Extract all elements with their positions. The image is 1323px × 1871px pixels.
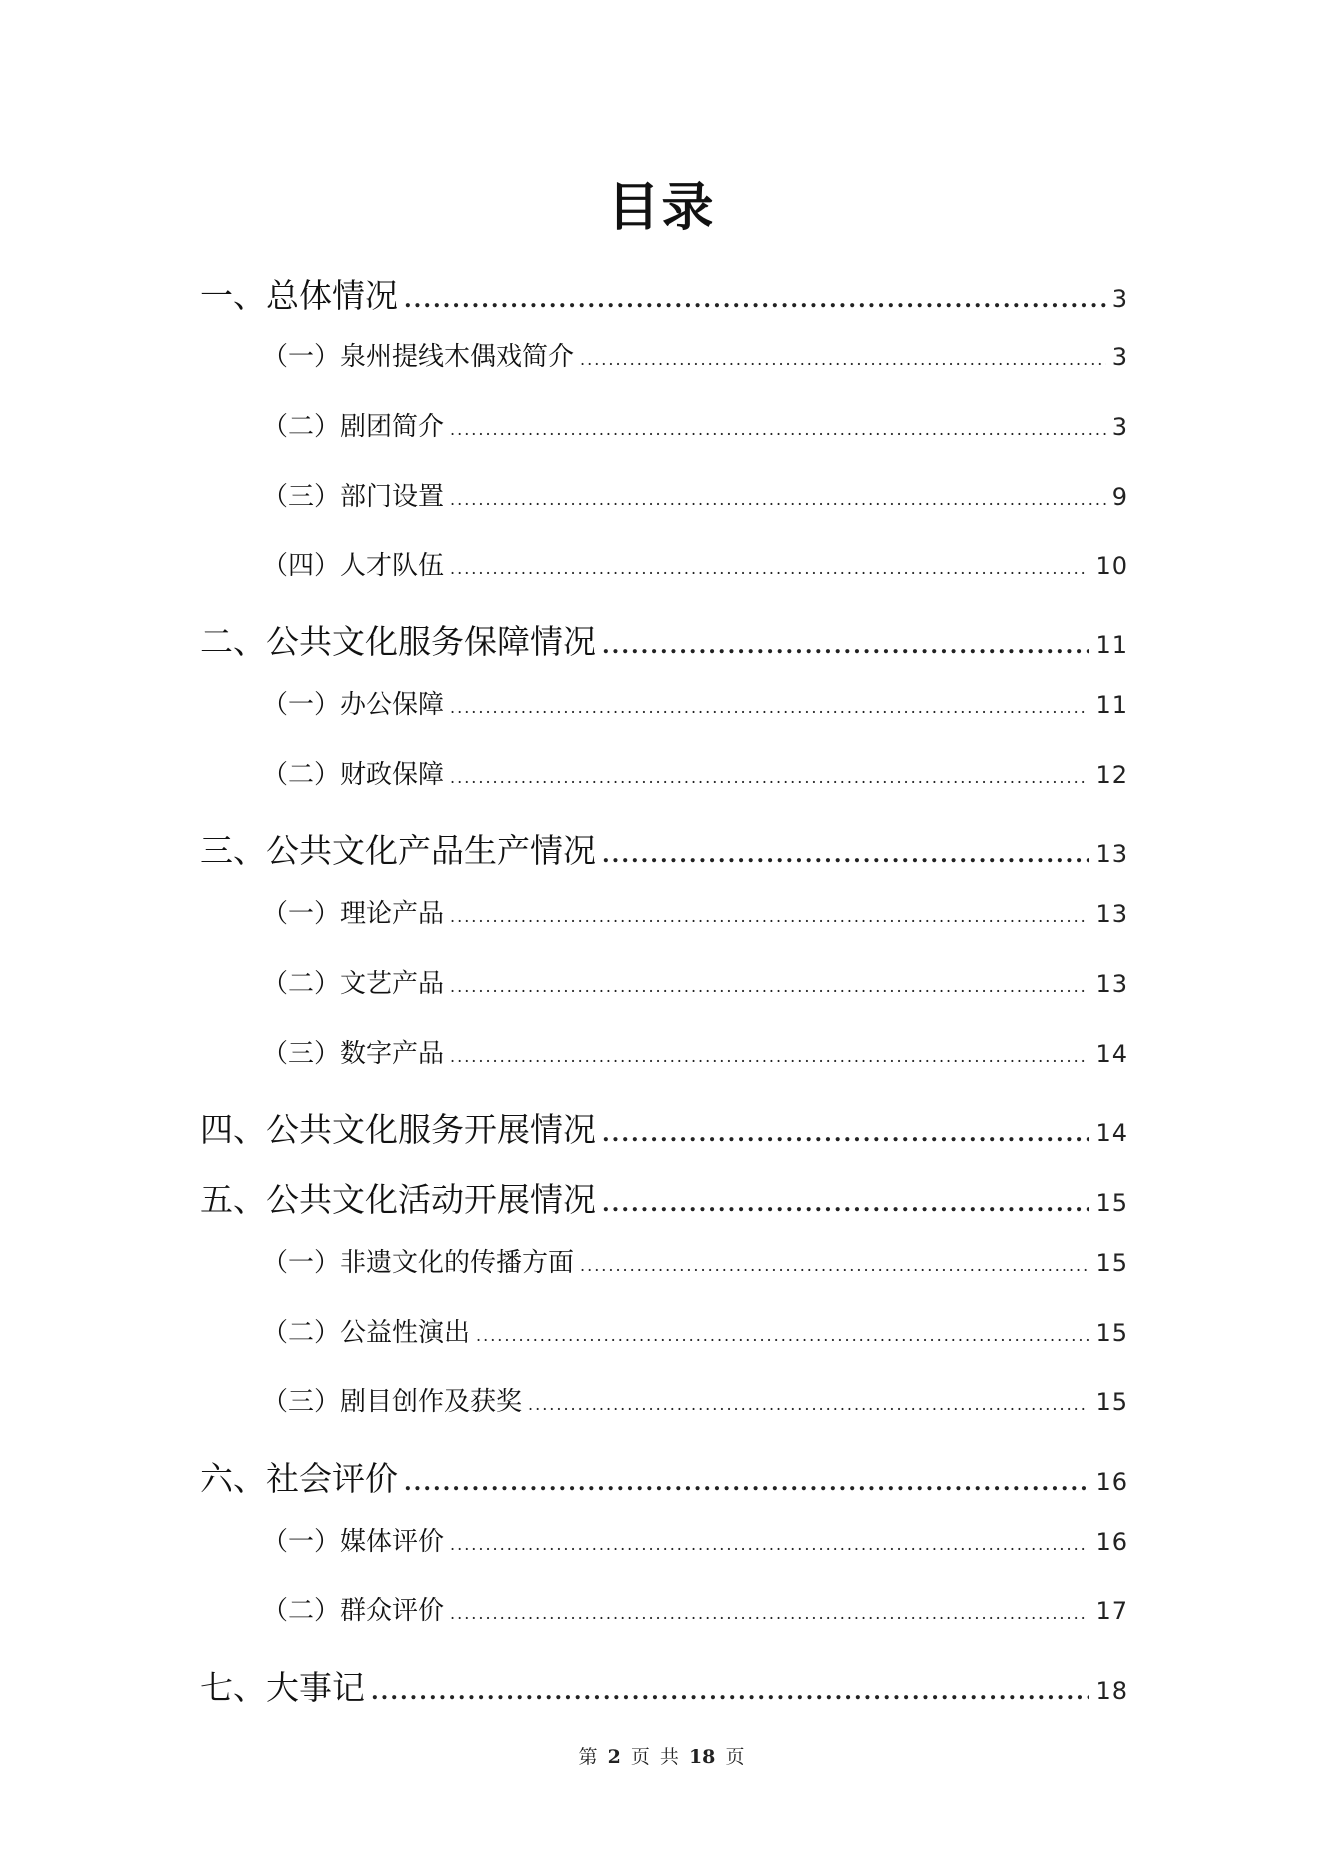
footer-suffix: 页 (725, 1746, 745, 1768)
toc-entry-label: 公共文化服务保障情况 (266, 622, 596, 661)
toc-entry[interactable] (200, 684, 1128, 721)
toc-entry-page: 15 (1095, 1189, 1128, 1217)
toc-entry-number: （二） (262, 1318, 341, 1348)
dot-leader (450, 1535, 1089, 1554)
toc-entry-number: （三） (262, 1039, 341, 1069)
toc-entry[interactable] (200, 1033, 1128, 1070)
toc-entry[interactable] (200, 270, 1128, 317)
toc-entry-page: 15 (1095, 1388, 1128, 1416)
dot-leader (450, 977, 1089, 996)
toc-entry-label: 总体情况 (266, 276, 398, 315)
toc-entry[interactable] (200, 1104, 1128, 1151)
toc-entry-page: 3 (1111, 285, 1128, 313)
dot-leader (450, 698, 1089, 717)
dot-leader (450, 907, 1089, 926)
toc-entry[interactable] (200, 1453, 1128, 1500)
toc-entry[interactable] (200, 1381, 1128, 1418)
toc-entry-label: 公益性演出 (340, 1318, 471, 1348)
dot-leader (404, 1470, 1089, 1496)
toc-entry-label: 社会评价 (266, 1459, 398, 1498)
toc-entry-number: （二） (262, 760, 341, 790)
toc-entry-number: （一） (262, 1248, 341, 1278)
toc-entry-number: （一） (262, 342, 341, 372)
dot-leader (528, 1395, 1089, 1414)
toc-entry-page: 16 (1095, 1528, 1128, 1556)
footer-current-page: 2 (607, 1746, 621, 1768)
table-of-contents (200, 270, 1128, 1740)
toc-entry-page: 15 (1095, 1319, 1128, 1347)
toc-entry-label: 群众评价 (340, 1596, 445, 1626)
toc-entry-number: 六、 (200, 1459, 266, 1498)
toc-entry-number: （三） (262, 1387, 341, 1417)
toc-entry-label: 公共文化服务开展情况 (266, 1110, 596, 1149)
toc-entry[interactable] (200, 893, 1128, 930)
toc-entry[interactable] (200, 1242, 1128, 1279)
toc-entry-page: 11 (1095, 691, 1128, 719)
footer-total-pages: 18 (688, 1746, 716, 1768)
toc-entry[interactable] (200, 406, 1128, 443)
dot-leader (602, 1191, 1089, 1217)
toc-entry-page: 13 (1095, 840, 1128, 868)
toc-entry[interactable] (200, 754, 1128, 791)
footer-middle: 页 共 (630, 1746, 679, 1768)
toc-entry-number: 七、 (200, 1668, 266, 1707)
toc-entry-number: （四） (262, 551, 341, 581)
dot-leader (580, 1256, 1089, 1275)
dot-leader (450, 1047, 1089, 1066)
toc-entry-page: 16 (1095, 1468, 1128, 1496)
toc-entry-number: 四、 (200, 1110, 266, 1149)
toc-entry-page: 17 (1095, 1597, 1128, 1625)
toc-entry-page: 15 (1095, 1249, 1128, 1277)
toc-entry[interactable] (200, 336, 1128, 373)
toc-entry-label: 剧团简介 (340, 412, 445, 442)
page-footer (0, 1742, 1323, 1769)
toc-entry-label: 财政保障 (340, 760, 445, 790)
dot-leader (580, 350, 1106, 369)
toc-entry-label: 办公保障 (340, 690, 445, 720)
toc-entry-number: 二、 (200, 622, 266, 661)
toc-entry-page: 3 (1111, 413, 1128, 441)
toc-entry-label: 泉州提线木偶戏简介 (340, 342, 575, 372)
toc-entry-number: 五、 (200, 1180, 266, 1219)
toc-entry-page: 11 (1095, 631, 1128, 659)
toc-entry[interactable] (200, 963, 1128, 1000)
dot-leader (450, 1604, 1089, 1623)
toc-entry-page: 12 (1095, 761, 1128, 789)
toc-entry-number: （一） (262, 899, 341, 929)
page-title: 目录 (607, 178, 716, 238)
toc-entry-number: （二） (262, 412, 341, 442)
toc-entry-page: 14 (1095, 1119, 1128, 1147)
toc-entry-label: 部门设置 (340, 482, 445, 512)
toc-entry-label: 数字产品 (340, 1039, 445, 1069)
toc-entry-label: 公共文化产品生产情况 (266, 831, 596, 870)
toc-entry[interactable] (200, 1312, 1128, 1349)
toc-entry[interactable] (200, 1521, 1128, 1558)
toc-entry-page: 3 (1111, 343, 1128, 371)
toc-entry-label: 文艺产品 (340, 969, 445, 999)
toc-entry-page: 10 (1095, 552, 1128, 580)
toc-entry-page: 13 (1095, 970, 1128, 998)
dot-leader (450, 490, 1106, 509)
toc-entry[interactable] (200, 1590, 1128, 1627)
toc-entry[interactable] (200, 476, 1128, 513)
dot-leader (476, 1326, 1089, 1345)
footer-prefix: 第 (578, 1746, 598, 1768)
toc-entry[interactable] (200, 1662, 1128, 1709)
dot-leader (450, 768, 1089, 787)
dot-leader (602, 633, 1089, 659)
toc-entry-number: 一、 (200, 276, 266, 315)
toc-entry-number: （一） (262, 690, 341, 720)
toc-entry-page: 9 (1111, 483, 1128, 511)
toc-entry-label: 大事记 (266, 1668, 365, 1707)
dot-leader (602, 842, 1089, 868)
dot-leader (371, 1679, 1089, 1705)
toc-entry[interactable] (200, 1174, 1128, 1221)
toc-entry-number: （二） (262, 969, 341, 999)
toc-entry-label: 媒体评价 (340, 1527, 445, 1557)
toc-entry-number: （二） (262, 1596, 341, 1626)
toc-entry[interactable] (200, 616, 1128, 663)
toc-entry[interactable] (200, 825, 1128, 872)
toc-entry-number: 三、 (200, 831, 266, 870)
toc-entry[interactable] (200, 545, 1128, 582)
toc-entry-label: 理论产品 (340, 899, 445, 929)
toc-entry-number: （三） (262, 482, 341, 512)
toc-entry-page: 14 (1095, 1040, 1128, 1068)
toc-entry-number: （一） (262, 1527, 341, 1557)
toc-entry-page: 13 (1095, 900, 1128, 928)
toc-entry-page: 18 (1095, 1677, 1128, 1705)
dot-leader (450, 420, 1106, 439)
dot-leader (404, 287, 1106, 313)
toc-entry-label: 剧目创作及获奖 (340, 1387, 523, 1417)
dot-leader (450, 559, 1089, 578)
dot-leader (602, 1121, 1089, 1147)
toc-entry-label: 公共文化活动开展情况 (266, 1180, 596, 1219)
toc-entry-label: 非遗文化的传播方面 (340, 1248, 575, 1278)
toc-entry-label: 人才队伍 (340, 551, 445, 581)
